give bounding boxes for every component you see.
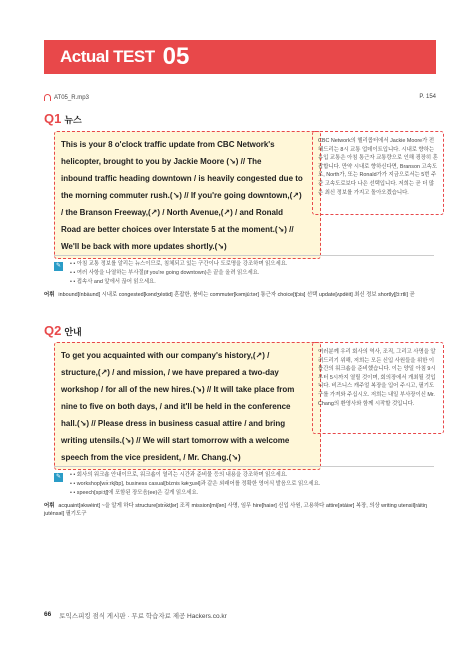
note-item: • • 회사의 워크숍 안내이므로, 워크숍이 열리는 시간과 준비물 등의 내용을 강조하며 읽으세요. [70, 471, 434, 480]
question-type: 안내 [64, 327, 82, 337]
note-item: • • 여러 사항을 나열하는 부사절(if you're going downtown)은 끝을 올려 읽으세요. [70, 269, 434, 278]
question-type: 뉴스 [64, 115, 82, 125]
passage-line: To get you acquainted with our company's history,(↗) / [61, 351, 270, 360]
audio-track[interactable] [44, 94, 89, 101]
vocab-text: acquaint[əkwéint] ~을 알게 하다 structure[strʌ́ktʃər] 조직 mission[míʃən] 사명, 임무 hire[haiər] 신입 사원, 고용하다 attire[ətáiər] 복장, 의상 writing utensil[ráitiŋ juténsəl] 필기도구 [44, 503, 428, 517]
passage-line: Road are better choices over Interstate 5 at the moment.(↘) // [61, 225, 294, 234]
page-reference: P. 154 [419, 94, 436, 100]
q2-passage [54, 342, 321, 470]
tip-icon: ✎ [55, 474, 62, 480]
q1-translation: CBC Network의 헬리콥터에서 Jackie Moore가 전해드리는 8시 교통 업데이트입니다. 시내로 향하는 유입 교통은 아침 통근자 교통량으로 인해 굉장히 혼잡합니다. 만약 시내로 향하신다면, Branson 고속도로, North가, 또는 Ronald가가 지금으로서는 5번 주간 고속도로보다 나은 선택입니다. 저희는 곧 더 많은 최신 정보를 가지고 돌아오겠습니다. [312, 131, 444, 215]
passage-line: structure,(↗) / and mission, / we have prepared a two-day [61, 368, 279, 377]
footer-text: 토익스피킹 점식 게시판 · 무료 학습자료 제공 Hackers.co.kr [59, 613, 227, 620]
page-footer [44, 611, 227, 620]
passage-line: helicopter, brought to you by Jackie Moore (↘) // The [61, 157, 262, 166]
q1-passage [54, 131, 321, 259]
banner-title: Actual TEST [60, 47, 155, 66]
note-item: • • speech[spi:tʃ]에 포함된 장모음(ee)은 길게 읽으세요. [70, 489, 434, 498]
q2-explanation [54, 466, 434, 498]
passage-line: We'll be back with more updates shortly.(↘) [61, 242, 227, 251]
passage-line: inbound traffic heading downtown / is heavily congested due to [61, 174, 303, 183]
question-number: Q2 [44, 323, 62, 338]
passage-line: speech from the vice president, / Mr. Chang.(↘) [61, 453, 241, 462]
question-number: Q1 [44, 111, 62, 126]
passage-line: writing utensils.(↘) // We will start tomorrow with a welcome [61, 436, 290, 445]
page-number: 66 [44, 611, 52, 618]
audio-file-name: AT05_R.mp3 [54, 94, 89, 101]
passage-line: / the Branson Freeway,(↗) / North Avenue,(↗) / and Ronald [61, 208, 284, 217]
passage-line: the morning commuter rush.(↘) // If you're going downtown,(↗) [61, 191, 302, 200]
note-item: • • 접속사 and 앞에서 끊어 읽으세요. [70, 278, 434, 287]
headphones-icon [44, 94, 51, 101]
q1-vocab [44, 291, 434, 299]
passage-line: This is your 8 o'clock traffic update from CBC Network's [61, 140, 275, 149]
q1-explanation [54, 255, 434, 287]
note-item: • • workshop[wə́:rkʃɑ̀p], business casual[bíznis kǽʒuəl]과 같은 외래어를 정확한 영어식 발음으로 읽으세요. [70, 480, 434, 489]
vocab-label: 어휘 [44, 292, 55, 298]
passage-line: workshop / for all of the new hires.(↘) // It will take place from [61, 385, 295, 394]
test-banner [44, 40, 436, 74]
q2-vocab [44, 502, 434, 518]
question-2-heading [44, 323, 82, 338]
question-1-heading [44, 111, 82, 126]
q2-translation: 여러분께 우리 회사의 역사, 조직, 그리고 사명을 알려드리기 위해, 저희는 모든 신입 사원들을 위한 이틀간의 워크숍을 준비했습니다. 이는 양일 아침 9시부터 5시까지 열릴 것이며, 회의장에서 개최될 것입니다. 비즈니스 캐주얼 복장을 입어 주시고, 필기도구를 가져와 주십시오. 저희는 내일 부사장이신 Mr. Chang의 환영사와 함께 시작할 것입니다. [312, 342, 444, 434]
passage-line: nine to five on both days, / and it'll be held in the conference [61, 402, 291, 411]
note-item: • • 아침 교통 정보를 알리는 뉴스이므로, 침체되고 있는 구간이나 도로명을 강조하며 읽으세요. [70, 260, 434, 269]
banner-number: 05 [162, 43, 190, 70]
vocab-label: 어휘 [44, 503, 55, 509]
vocab-text: inbound[ínbàund] 시내로 congested[kəndʒéstid] 혼잡한, 붐비는 commuter[kəmjú:tər] 통근자 choice[tʃɔis] 선택 update[ʌpdèit] 최신 정보 shortly[ʃɔ́:rtli] 곧 [58, 292, 415, 298]
passage-line: hall.(↘) // Please dress in business casual attire / and bring [61, 419, 286, 428]
tip-icon: ✎ [55, 263, 62, 269]
